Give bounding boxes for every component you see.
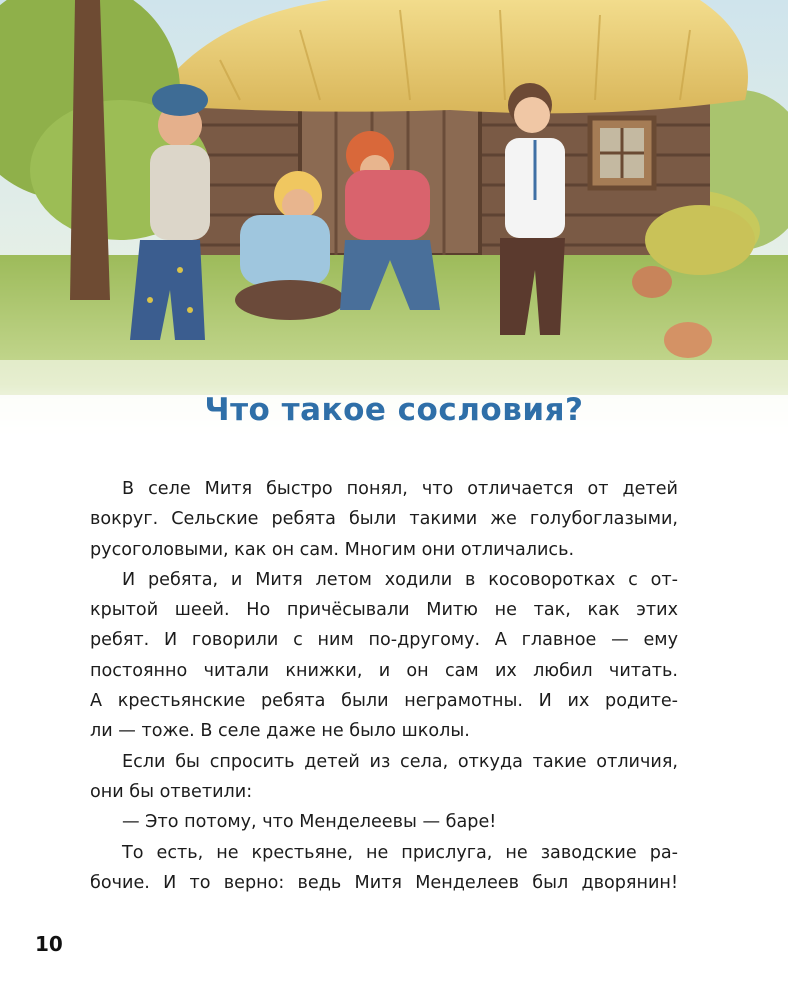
chicken bbox=[664, 322, 712, 358]
page-title: Что такое сословия? bbox=[204, 392, 584, 428]
body-text bbox=[90, 474, 678, 898]
paragraph bbox=[90, 565, 678, 747]
bush bbox=[645, 205, 755, 275]
text-line: бочие. И то верно: ведь Митя Менделеев был дворянин! bbox=[90, 872, 678, 893]
text-line: ребят. И говорили с ним по-другому. А главное — ему bbox=[90, 630, 678, 651]
text-line: А крестьянские ребята были неграмотны. И их родите- bbox=[90, 691, 678, 712]
paragraph bbox=[90, 807, 678, 837]
chicken bbox=[632, 266, 672, 298]
page-number: 10 bbox=[35, 932, 63, 956]
text-line: ли — тоже. В селе даже не было школы. bbox=[90, 721, 470, 742]
text-line: они бы ответили: bbox=[90, 781, 253, 802]
text-line: В селе Митя быстро понял, что отличается от детей bbox=[122, 479, 678, 499]
text-line: постоянно читали книжки, и он сам их любил читать. bbox=[90, 660, 678, 681]
text-line: русоголовыми, как он сам. Многим они отличались. bbox=[90, 539, 575, 560]
paragraph bbox=[90, 747, 678, 808]
text-line: крытой шеей. Но причёсывали Митю не так, как этих bbox=[90, 600, 678, 621]
paragraph bbox=[90, 838, 678, 899]
paragraph bbox=[90, 474, 678, 565]
text-line: вокруг. Сельские ребята были такими же голубоглазыми, bbox=[90, 509, 678, 530]
text-line: То есть, не крестьяне, не прислуга, не заводские ра- bbox=[122, 842, 678, 863]
text-line: Если бы спросить детей из села, откуда такие отличия, bbox=[122, 751, 678, 772]
book-illustration bbox=[0, 0, 788, 440]
text-line: — Это потому, что Менделеевы — баре! bbox=[122, 812, 497, 833]
text-line: И ребята, и Митя летом ходили в косоворотках с от- bbox=[122, 569, 678, 590]
